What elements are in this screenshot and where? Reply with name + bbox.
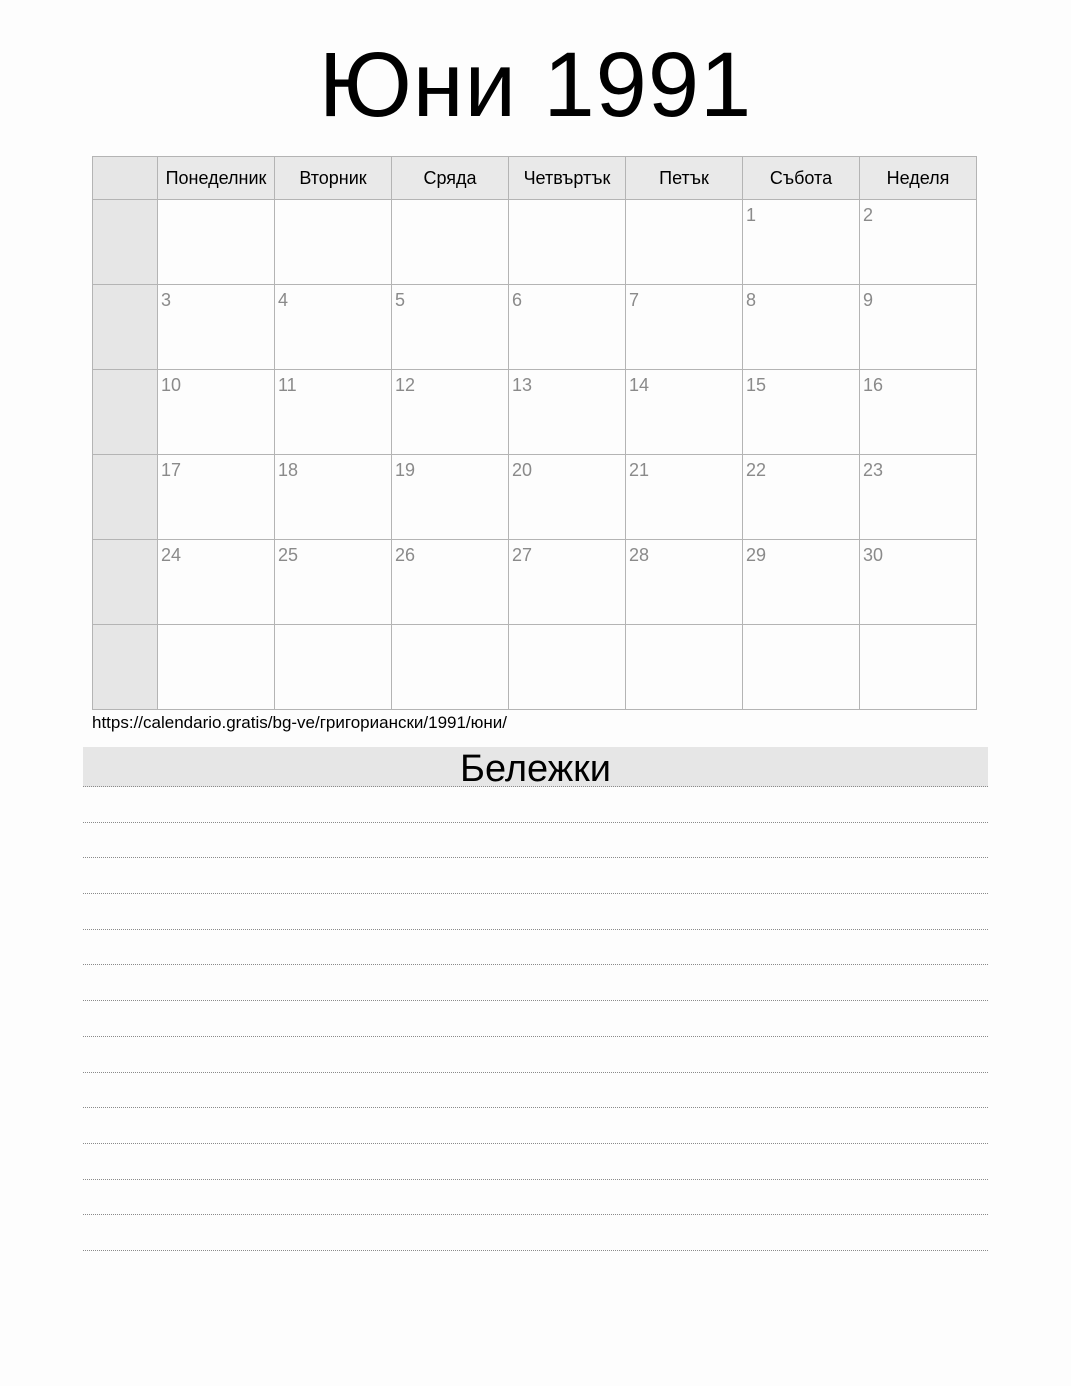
day-cell — [626, 625, 743, 710]
day-number — [158, 625, 274, 630]
day-number: 7 — [629, 290, 640, 310]
day-cell — [158, 455, 275, 540]
weekday-header: Неделя — [860, 157, 977, 200]
day-cell — [860, 370, 977, 455]
day-cell — [626, 455, 743, 540]
note-line — [83, 1073, 988, 1109]
week-row — [93, 285, 977, 370]
day-number — [860, 625, 976, 630]
day-cell — [860, 455, 977, 540]
day-number: 8 — [746, 290, 757, 310]
weekday-header: Петък — [626, 157, 743, 200]
note-line — [83, 965, 988, 1001]
week-number-cell — [93, 200, 158, 285]
day-cell — [860, 285, 977, 370]
note-line — [83, 1108, 988, 1144]
day-number: 11 — [278, 375, 297, 395]
day-number — [158, 200, 274, 205]
day-cell — [392, 625, 509, 710]
day-cell — [509, 540, 626, 625]
day-cell — [392, 370, 509, 455]
day-cell — [275, 200, 392, 285]
day-number — [509, 200, 625, 205]
note-line — [83, 930, 988, 966]
day-cell — [158, 285, 275, 370]
day-number — [626, 200, 742, 205]
day-number: 20 — [512, 460, 533, 480]
day-number: 24 — [161, 545, 182, 565]
day-cell — [860, 625, 977, 710]
day-cell — [509, 200, 626, 285]
day-cell — [743, 625, 860, 710]
day-cell — [743, 540, 860, 625]
notes-area — [83, 787, 988, 1251]
weekday-header: Понеделник — [158, 157, 275, 200]
week-number-cell — [93, 285, 158, 370]
day-cell — [743, 455, 860, 540]
day-cell — [275, 540, 392, 625]
note-line — [83, 1037, 988, 1073]
day-cell — [860, 540, 977, 625]
day-cell — [275, 370, 392, 455]
week-row — [93, 625, 977, 710]
day-number: 3 — [161, 290, 172, 310]
weekday-header: Събота — [743, 157, 860, 200]
note-line — [83, 1144, 988, 1180]
day-cell — [860, 200, 977, 285]
day-number: 23 — [863, 460, 884, 480]
day-number — [626, 625, 742, 630]
day-cell — [743, 285, 860, 370]
week-number-cell — [93, 370, 158, 455]
day-cell — [626, 200, 743, 285]
notes-title: Бележки — [83, 747, 988, 787]
day-number: 30 — [863, 545, 884, 565]
day-number — [392, 200, 508, 205]
note-line — [83, 823, 988, 859]
day-cell — [158, 540, 275, 625]
day-number — [743, 625, 859, 630]
source-url: https://calendario.gratis/bg-ve/григориански/1991/юни/ — [92, 713, 508, 732]
weekday-header: Вторник — [275, 157, 392, 200]
note-line — [83, 787, 988, 823]
week-row — [93, 540, 977, 625]
day-number: 5 — [395, 290, 406, 310]
note-line — [83, 1180, 988, 1216]
day-number: 18 — [278, 460, 299, 480]
page-title: Юни 1991 — [318, 34, 753, 136]
day-number: 15 — [746, 375, 767, 395]
day-cell — [392, 540, 509, 625]
note-line — [83, 894, 988, 930]
day-number: 14 — [629, 375, 650, 395]
day-cell — [275, 455, 392, 540]
day-cell — [743, 370, 860, 455]
day-number: 1 — [746, 205, 757, 225]
week-number-cell — [93, 540, 158, 625]
day-cell — [392, 285, 509, 370]
day-number — [509, 625, 625, 630]
week-number-cell — [93, 455, 158, 540]
weekday-header: Четвъртък — [509, 157, 626, 200]
note-line — [83, 858, 988, 894]
day-number: 10 — [161, 375, 182, 395]
week-number-header — [93, 157, 158, 200]
day-number: 2 — [863, 205, 874, 225]
day-number: 13 — [512, 375, 533, 395]
day-cell — [158, 370, 275, 455]
day-number — [275, 200, 391, 205]
day-number: 28 — [629, 545, 650, 565]
day-number: 27 — [512, 545, 533, 565]
day-number: 29 — [746, 545, 767, 565]
week-row — [93, 370, 977, 455]
week-number-cell — [93, 625, 158, 710]
day-number: 21 — [629, 460, 650, 480]
week-row — [93, 200, 977, 285]
day-cell — [509, 625, 626, 710]
day-cell — [743, 200, 860, 285]
day-number: 4 — [278, 290, 289, 310]
day-cell — [626, 370, 743, 455]
day-cell — [509, 455, 626, 540]
day-number: 6 — [512, 290, 523, 310]
day-cell — [626, 540, 743, 625]
week-row — [93, 455, 977, 540]
day-number — [275, 625, 391, 630]
note-line — [83, 1001, 988, 1037]
day-number: 25 — [278, 545, 299, 565]
day-cell — [509, 370, 626, 455]
day-cell — [158, 625, 275, 710]
day-number: 9 — [863, 290, 874, 310]
weekday-header: Сряда — [392, 157, 509, 200]
day-cell — [392, 455, 509, 540]
day-cell — [275, 625, 392, 710]
day-number: 16 — [863, 375, 884, 395]
day-number: 17 — [161, 460, 182, 480]
day-cell — [158, 200, 275, 285]
day-number: 12 — [395, 375, 416, 395]
day-cell — [275, 285, 392, 370]
day-number: 26 — [395, 545, 416, 565]
day-cell — [509, 285, 626, 370]
day-number: 19 — [395, 460, 416, 480]
month-calendar — [92, 156, 977, 710]
day-number: 22 — [746, 460, 767, 480]
day-number — [392, 625, 508, 630]
weekday-header-row — [93, 157, 977, 200]
day-cell — [626, 285, 743, 370]
day-cell — [392, 200, 509, 285]
note-line — [83, 1215, 988, 1251]
